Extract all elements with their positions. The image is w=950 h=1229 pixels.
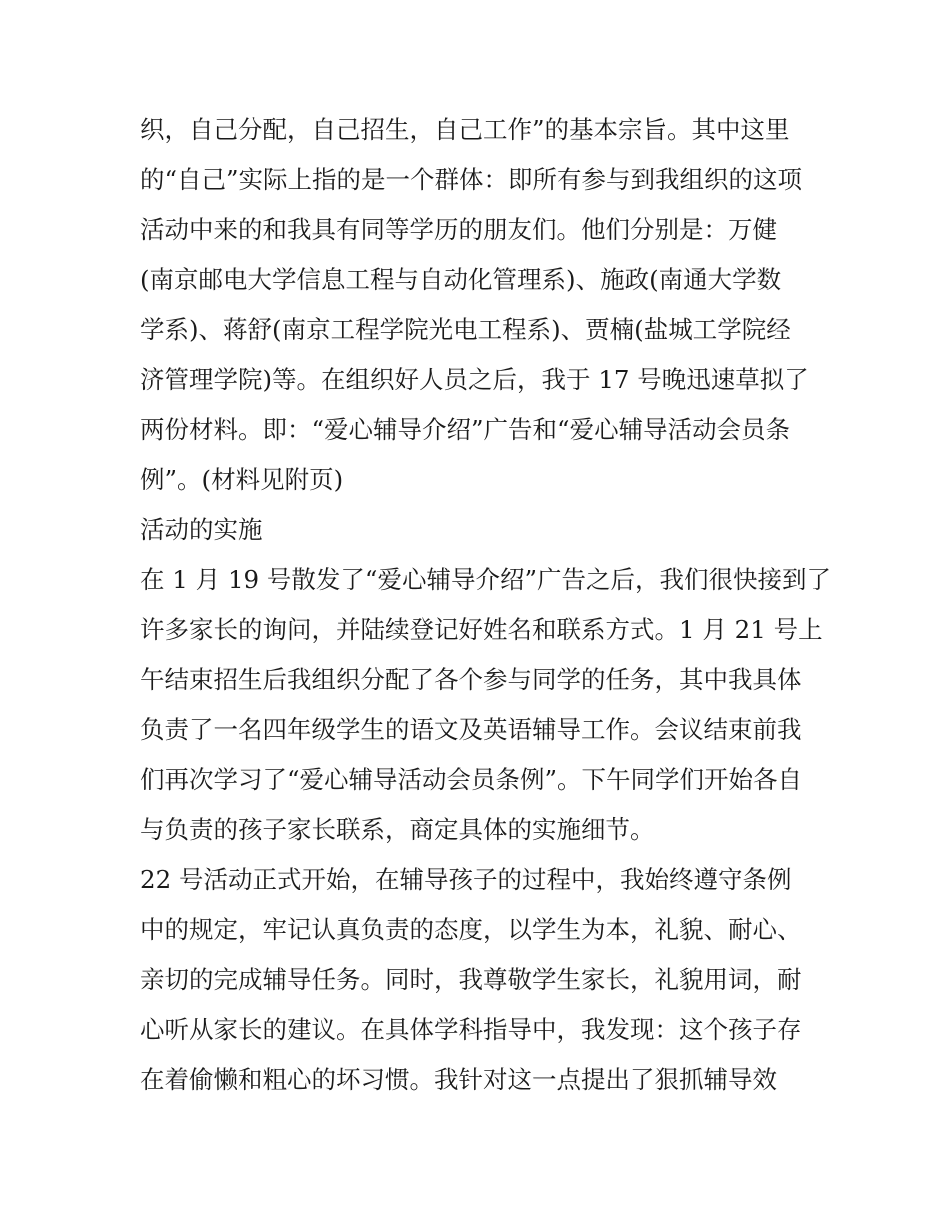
text-line: 们再次学习了“爱心辅导活动会员条例”。下午同学们开始各自 bbox=[140, 765, 803, 794]
text-line: 活动中来的和我具有同等学历的朋友们。他们分别是：万健 bbox=[140, 215, 777, 244]
text-line: 例”。(材料见附页) bbox=[140, 465, 344, 494]
text-line: 两份材料。即：“爱心辅导介绍”广告和“爱心辅导活动会员条 bbox=[140, 415, 791, 444]
text-line: 负责了一名四年级学生的语文及英语辅导工作。会议结束前我 bbox=[140, 715, 802, 744]
text-line: 的“自己”实际上指的是一个群体：即所有参与到我组织的这项 bbox=[140, 165, 803, 194]
text-line: 许多家长的询问，并陆续登记好姓名和联系方式。1 月 21 号上 bbox=[140, 615, 823, 644]
text-line: 22 号活动正式开始，在辅导孩子的过程中，我始终遵守条例 bbox=[140, 865, 792, 894]
text-line: 织，自己分配，自己招生，自己工作”的基本宗旨。其中这里 bbox=[140, 115, 790, 144]
text-line: 在着偷懒和粗心的坏习惯。我针对这一点提出了狠抓辅导效 bbox=[140, 1065, 777, 1094]
text-line: 午结束招生后我组织分配了各个参与同学的任务，其中我具体 bbox=[140, 665, 802, 694]
text-line: 心听从家长的建议。在具体学科指导中，我发现：这个孩子存 bbox=[140, 1015, 802, 1044]
text-line: 与负责的孩子家长联系，商定具体的实施细节。 bbox=[140, 815, 655, 844]
text-line: (南京邮电大学信息工程与自动化管理系)、施政(南通大学数 bbox=[140, 265, 782, 294]
text-line: 学系)、蒋舒(南京工程学院光电工程系)、贾楠(盐城工学院经 bbox=[140, 315, 791, 344]
text-line: 济管理学院)等。在组织好人员之后，我于 17 号晚迅速草拟了 bbox=[140, 365, 809, 394]
text-line: 中的规定，牢记认真负责的态度，以学生为本，礼貌、耐心、 bbox=[140, 915, 802, 944]
section-heading: 活动的实施 bbox=[140, 515, 263, 544]
text-line: 亲切的完成辅导任务。同时，我尊敬学生家长，礼貌用词，耐 bbox=[140, 965, 802, 994]
text-line: 在 1 月 19 号散发了“爱心辅导介绍”广告之后，我们很快接到了 bbox=[140, 565, 831, 594]
